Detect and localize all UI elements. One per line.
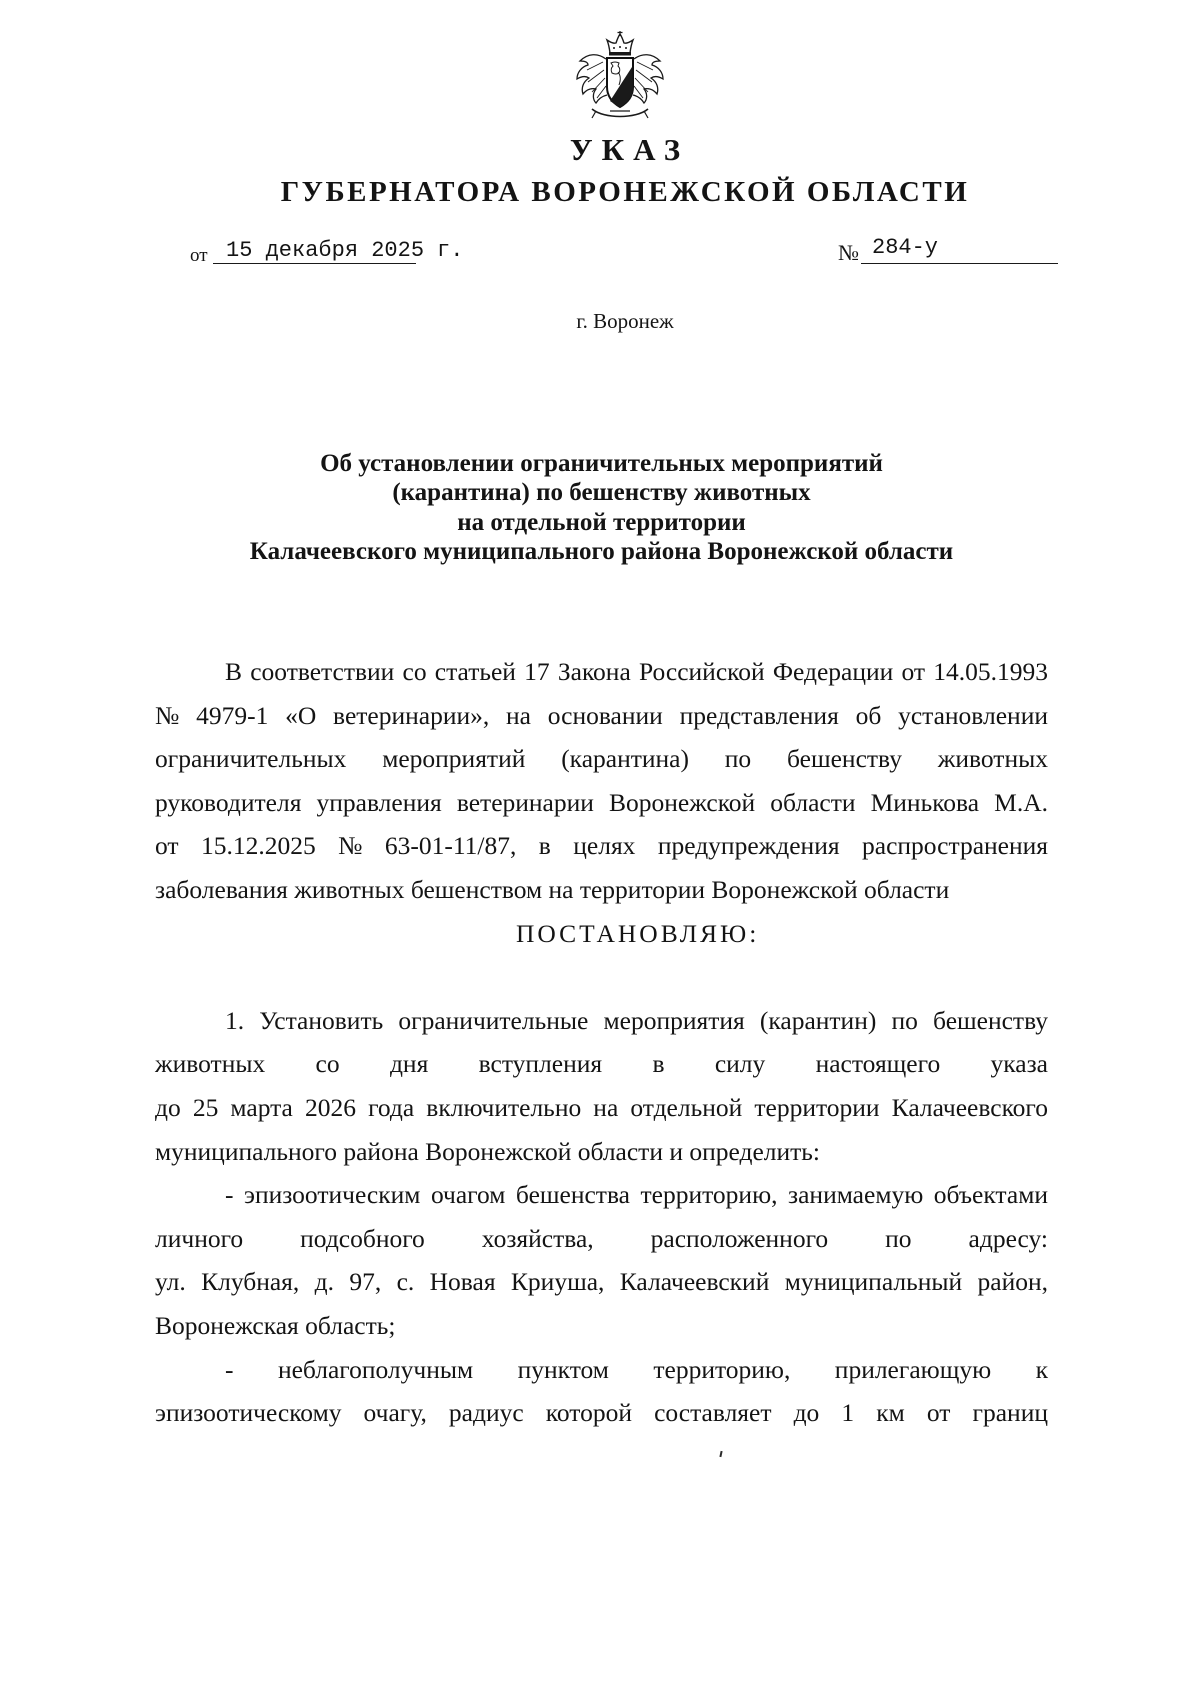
resolve-heading-text: ПОСТАНОВЛЯЮ: [516, 918, 760, 948]
decree-body [155, 650, 1048, 1435]
preamble-line [155, 737, 1048, 781]
emblem-shield [607, 58, 633, 107]
preamble-line [155, 868, 1048, 912]
emblem-wing-left [577, 55, 607, 103]
date-prefix: от [190, 245, 208, 266]
bullet-2-line-text: - неблагополучным пунктом территорию, прилегающую к [225, 1354, 1048, 1384]
blank-line [155, 955, 1048, 999]
preamble-line-text: заболевания животных бешенством на территории Воронежской области [155, 874, 950, 904]
bullet-1-line-text: ул. Клубная, д. 97, с. Новая Криуша, Калачеевский муниципальный район, [155, 1267, 1048, 1297]
number-underline [861, 263, 1058, 264]
title-line: на отдельной территории [457, 508, 746, 536]
preamble-line-text: руководителя управления ветеринарии Воронежской области Минькова М.А. [155, 787, 1048, 817]
bullet-1-line [155, 1173, 1048, 1217]
bullet-2-line [155, 1391, 1048, 1435]
preamble-line [155, 650, 1048, 694]
preamble-line-text: ограничительных мероприятий (карантина) по бешенству животных [155, 744, 1048, 774]
resolve-heading [155, 912, 1048, 956]
bullet-1-line [155, 1217, 1048, 1261]
decree-title [155, 449, 1048, 566]
item-1-line [155, 1086, 1048, 1130]
preamble-line [155, 824, 1048, 868]
decree-issuer: ГУБЕРНАТОРА ВОРОНЕЖСКОЙ ОБЛАСТИ [280, 176, 970, 208]
emblem-crown [607, 31, 633, 56]
title-line: Об установлении ограничительных мероприятий [320, 450, 883, 477]
title-line: (карантина) по бешенству животных [392, 479, 811, 507]
date-suffix: г. [437, 238, 464, 263]
item-1-line-text: 1. Установить ограничительные мероприятия (карантин) по бешенству [225, 1005, 1048, 1035]
preamble-line-text: № 4979-1 «О ветеринарии», на основании представления об установлении [155, 700, 1048, 730]
decree-city: г. Воронеж [576, 309, 674, 333]
preamble-line-text: В соответствии со статьей 17 Закона Российской Федерации от 14.05.1993 [225, 657, 1048, 686]
item-1-line-text: до 25 марта 2026 года включительно на отдельной территории Калачеевского [155, 1092, 1048, 1122]
item-1-line-text: муниципального района Воронежской области и определить: [155, 1136, 821, 1166]
decree-number: 284-у [872, 235, 939, 260]
bullet-2-line [155, 1348, 1048, 1392]
item-1-line-text: животных со дня вступления в силу настоящего указа [155, 1049, 1048, 1079]
scan-mark [719, 1451, 722, 1457]
preamble-line [155, 781, 1048, 825]
item-1-line [155, 999, 1048, 1043]
emblem-ribbon [592, 109, 648, 118]
bullet-1-line-text: личного подсобного хозяйства, расположенного по адресу: [155, 1223, 1048, 1253]
decree-date: 15 декабря 2025 [226, 238, 425, 263]
bullet-1-line [155, 1304, 1048, 1348]
coat-of-arms-emblem [572, 31, 668, 121]
title-line: Калачеевского муниципального района Воронежской области [249, 537, 954, 565]
emblem-wing-right [633, 55, 663, 103]
decree-heading: УКАЗ [569, 132, 690, 167]
item-1-line [155, 1042, 1048, 1086]
bullet-2-line-text: эпизоотическому очагу, радиус которой составляет до 1 км от границ [155, 1398, 1048, 1428]
item-1-line [155, 1130, 1048, 1174]
bullet-1-line-text: Воронежская область; [155, 1310, 396, 1340]
bullet-1-line-text: - эпизоотическим очагом бешенства территорию, занимаемую объектами [225, 1180, 1048, 1210]
bullet-1-line [155, 1260, 1048, 1304]
date-underline [213, 263, 416, 264]
preamble-line [155, 694, 1048, 738]
number-prefix: № [838, 240, 859, 265]
preamble-line-text: от 15.12.2025 № 63-01-11/87, в целях предупреждения распространения [155, 831, 1048, 861]
